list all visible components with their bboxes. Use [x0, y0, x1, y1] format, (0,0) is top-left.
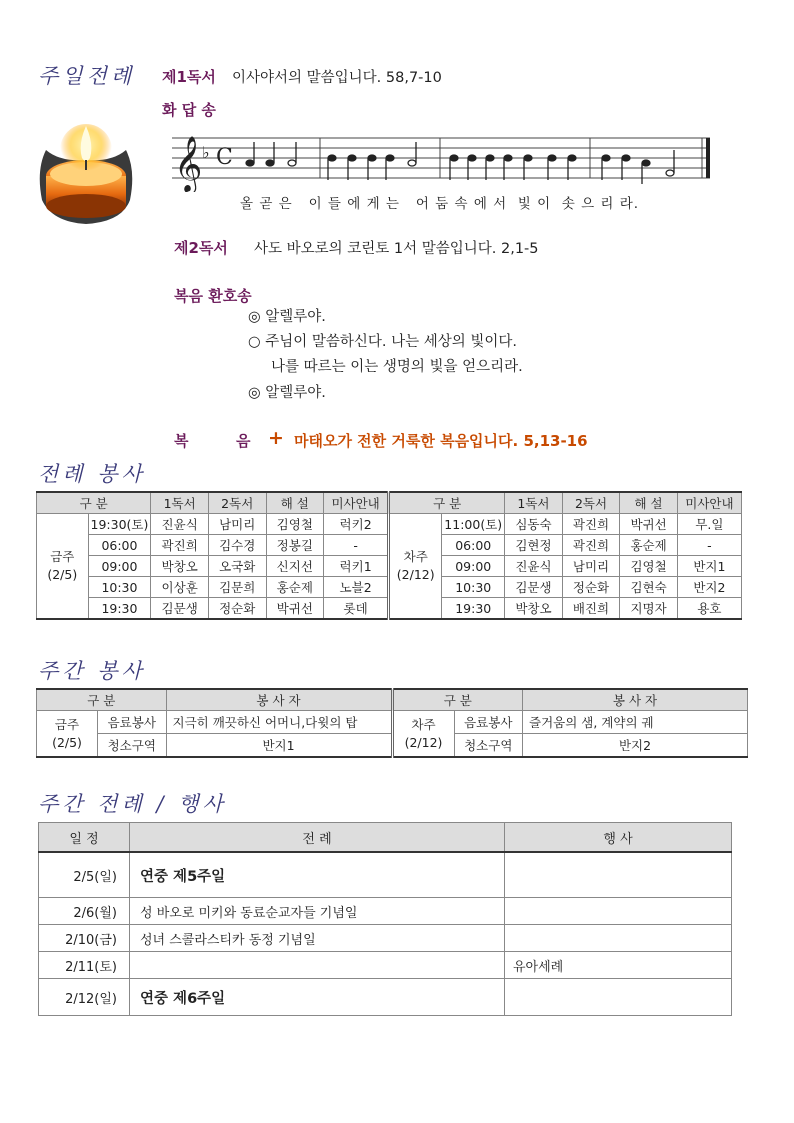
table-row [39, 898, 732, 925]
event-activity [505, 852, 732, 898]
cell: 반지1 [677, 556, 741, 577]
next-week-date: (2/12) [404, 734, 443, 750]
psalm-label: 화 답 송 [162, 101, 216, 119]
this-week-label [37, 711, 98, 758]
mass-time: 06:00 [442, 535, 505, 556]
svg-text:𝄞: 𝄞 [174, 136, 203, 192]
weekly-service-header: 주간 봉사 [38, 659, 146, 683]
mass-time: 11:00(토) [442, 514, 505, 535]
psalm-music-score [172, 126, 720, 192]
col-category: 구 분 [37, 492, 151, 514]
this-week-label [37, 514, 89, 620]
liturgy-service-table [36, 491, 742, 620]
acclamation-line-2: ○ 주님이 말씀하신다. 나는 세상의 빛이다. [248, 334, 518, 350]
col-mass-guide: 미사안내 [677, 492, 741, 514]
event-activity [505, 898, 732, 925]
table-row [39, 952, 732, 979]
cell: 김문희 [208, 577, 266, 598]
col-category: 구 분 [392, 689, 523, 711]
event-date: 2/6(월) [39, 898, 130, 925]
event-liturgy: 성 바오로 미키와 동료순교자들 기념일 [130, 898, 505, 925]
event-liturgy [130, 952, 505, 979]
cell: 곽진희 [562, 514, 620, 535]
event-date: 2/11(토) [39, 952, 130, 979]
cell: 홍순제 [266, 577, 324, 598]
cell: 무.일 [677, 514, 741, 535]
cell: 정순화 [208, 598, 266, 620]
cell: 진윤식 [151, 514, 209, 535]
this-week-text: 금주 [54, 716, 80, 732]
mass-time: 19:30 [88, 598, 151, 620]
event-activity [505, 925, 732, 952]
cell: 김영철 [266, 514, 324, 535]
event-activity [505, 979, 732, 1016]
reading2-text: 사도 바오로의 코린토 1서 말씀입니다. 2,1-5 [254, 241, 539, 257]
cell: 김현정 [505, 535, 563, 556]
cell: 박귀선 [266, 598, 324, 620]
psalm-lyrics: 올 곧 은 이 들 에 게 는 어 둠 속 에 서 빛 이 솟 으 리 라. [240, 196, 640, 212]
cell: 반지1 [166, 734, 392, 758]
cell: - [677, 535, 741, 556]
col-events: 행 사 [505, 823, 732, 853]
cell: 김영철 [620, 556, 678, 577]
cell: 노블2 [324, 577, 389, 598]
cell: 반지2 [523, 734, 748, 758]
next-week-date: (2/12) [396, 567, 435, 582]
cell: 롯데 [324, 598, 389, 620]
col-commentary: 해 설 [620, 492, 678, 514]
table-row [39, 925, 732, 952]
weekly-events-header: 주간 전례 / 행사 [38, 792, 227, 816]
cell: 남미리 [562, 556, 620, 577]
cell: 청소구역 [98, 734, 167, 758]
gospel-label-1: 복 [174, 432, 189, 450]
col-date: 일 정 [39, 823, 130, 853]
gospel-text: 마태오가 전한 거룩한 복음입니다. 5,13-16 [294, 432, 588, 450]
cell: 신지선 [266, 556, 324, 577]
event-liturgy: 연중 제6주일 [130, 979, 505, 1016]
acclamation-line-4: ◎ 알렐루야. [248, 385, 326, 401]
reading1-text: 이사야서의 말씀입니다. 58,7-10 [232, 70, 442, 86]
col-category: 구 분 [389, 492, 505, 514]
this-week-date: (2/5) [47, 567, 78, 582]
mass-time: 19:30(토) [88, 514, 151, 535]
next-week-label [389, 514, 442, 620]
this-week-date: (2/5) [52, 734, 82, 750]
weekly-service-table [36, 688, 748, 758]
table-row [39, 852, 732, 898]
gospel-cross-icon: + [268, 427, 284, 449]
cell: 음료봉사 [98, 711, 167, 734]
this-week-text: 금주 [50, 549, 75, 564]
cell: 홍순제 [620, 535, 678, 556]
cell: 지명자 [620, 598, 678, 620]
col-liturgy: 전 례 [130, 823, 505, 853]
candle-image [32, 110, 140, 228]
cell: 배진희 [562, 598, 620, 620]
liturgy-service-header: 전례 봉사 [38, 462, 146, 486]
cell: 청소구역 [454, 734, 523, 758]
sunday-liturgy-header: 주일전례 [38, 64, 136, 88]
cell: 심동숙 [505, 514, 563, 535]
reading2-label: 제2독서 [174, 239, 228, 257]
next-week-label [392, 711, 454, 758]
col-reading1: 1독서 [151, 492, 209, 514]
cell: 진윤식 [505, 556, 563, 577]
next-week-text: 차주 [411, 716, 436, 732]
mass-time: 10:30 [442, 577, 505, 598]
col-volunteer: 봉 사 자 [166, 689, 392, 711]
svg-text:♭: ♭ [202, 143, 210, 162]
cell: 김문생 [151, 598, 209, 620]
mass-time: 06:00 [88, 535, 151, 556]
cell: 럭키2 [324, 514, 389, 535]
table-row [39, 979, 732, 1016]
event-liturgy: 성녀 스콜라스티카 동정 기념일 [130, 925, 505, 952]
cell: 정봉길 [266, 535, 324, 556]
reading1-label: 제1독서 [162, 68, 216, 86]
cell: 김수경 [208, 535, 266, 556]
col-volunteer: 봉 사 자 [523, 689, 748, 711]
cell: 곽진희 [151, 535, 209, 556]
event-activity: 유아세례 [505, 952, 732, 979]
col-category: 구 분 [37, 689, 167, 711]
table-row [37, 514, 742, 535]
weekly-events-table [38, 822, 732, 1016]
cell: 이상훈 [151, 577, 209, 598]
weekly-events-header-row [39, 823, 732, 853]
cell: 박귀선 [620, 514, 678, 535]
cell: 박창오 [151, 556, 209, 577]
event-date: 2/12(일) [39, 979, 130, 1016]
col-reading2: 2독서 [208, 492, 266, 514]
cell: 오국화 [208, 556, 266, 577]
col-commentary: 해 설 [266, 492, 324, 514]
cell: 반지2 [677, 577, 741, 598]
cell: - [324, 535, 389, 556]
cell: 곽진희 [562, 535, 620, 556]
cell: 김문생 [505, 577, 563, 598]
cell: 김현숙 [620, 577, 678, 598]
liturgy-service-header-row [37, 492, 742, 514]
cell: 용호 [677, 598, 741, 620]
cell: 지극히 깨끗하신 어머니,다윗의 탑 [166, 711, 392, 734]
col-reading1: 1독서 [505, 492, 563, 514]
cell: 남미리 [208, 514, 266, 535]
next-week-text: 차주 [403, 549, 428, 564]
cell: 럭키1 [324, 556, 389, 577]
mass-time: 09:00 [88, 556, 151, 577]
mass-time: 10:30 [88, 577, 151, 598]
svg-text:C: C [216, 145, 233, 170]
cell: 박창오 [505, 598, 563, 620]
col-reading2: 2독서 [562, 492, 620, 514]
cell: 정순화 [562, 577, 620, 598]
acclamation-line-3: 나를 따르는 이는 생명의 빛을 얻으리라. [271, 359, 523, 375]
event-date: 2/10(금) [39, 925, 130, 952]
col-mass-guide: 미사안내 [324, 492, 389, 514]
acclamation-line-1: ◎ 알렐루야. [248, 309, 326, 325]
event-liturgy: 연중 제5주일 [130, 852, 505, 898]
mass-time: 09:00 [442, 556, 505, 577]
cell: 즐거움의 샘, 계약의 궤 [523, 711, 748, 734]
event-date: 2/5(일) [39, 852, 130, 898]
cell: 음료봉사 [454, 711, 523, 734]
weekly-service-header-row [37, 689, 748, 711]
acclamation-label: 복음 환호송 [174, 287, 252, 305]
table-row [37, 711, 748, 734]
mass-time: 19:30 [442, 598, 505, 620]
gospel-label-2: 음 [236, 432, 251, 450]
